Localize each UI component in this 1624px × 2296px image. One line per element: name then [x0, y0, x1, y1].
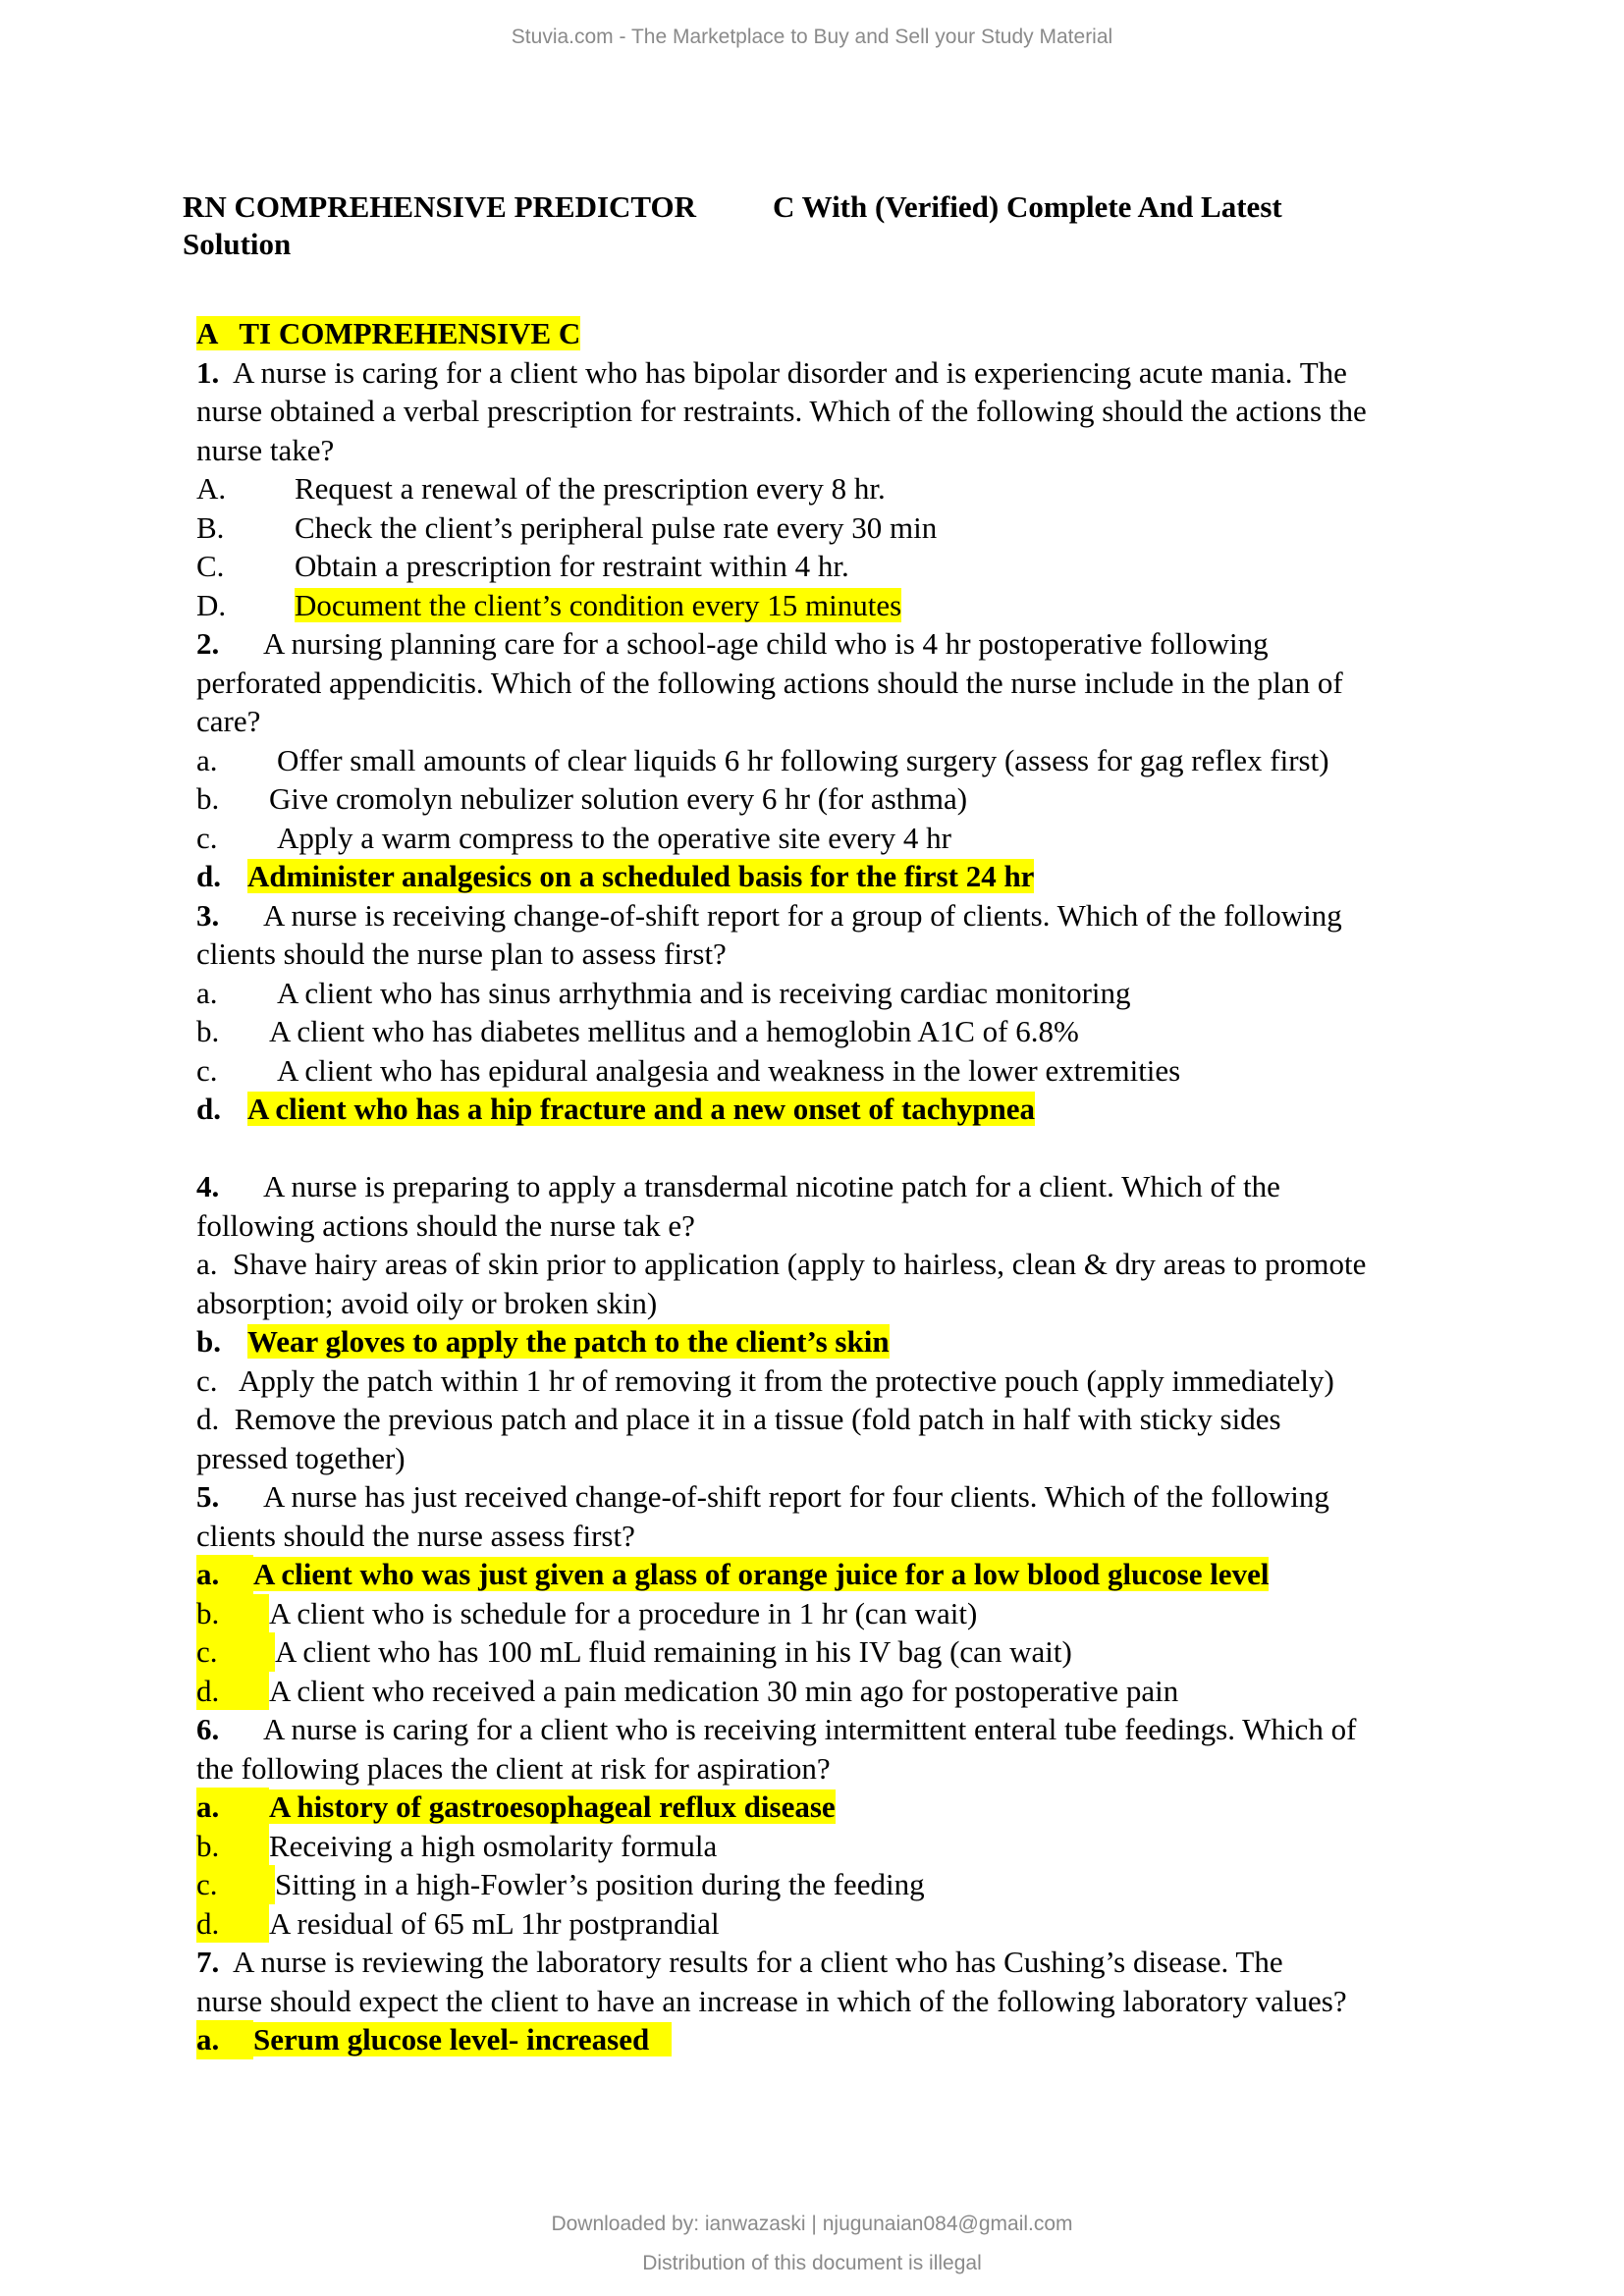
question-number: 6.: [196, 1712, 220, 1746]
option-text: A client who has diabetes mellitus and a hemoglobin A1C of 6.8%: [269, 1014, 1079, 1048]
option-text: Apply a warm compress to the operative site every 4 hr: [277, 820, 951, 855]
option-3d-answer: [196, 1090, 1473, 1129]
option-label: d.: [196, 1092, 221, 1126]
option-text: Request a renewal of the prescription every 8 hr.: [295, 471, 886, 506]
question-text-line: clients should the nurse assess first?: [196, 1518, 635, 1553]
option-2c: [196, 819, 1473, 858]
option-4d-cont: pressed together): [196, 1440, 406, 1475]
question-text: A nurse is reviewing the laboratory results for a client who has Cushing’s disease. The: [219, 1945, 1283, 1979]
question-text: A nurse has just received change-of-shift report for four clients. Which of the following: [219, 1479, 1329, 1514]
option-text: Obtain a prescription for restraint within 4 hr.: [295, 549, 849, 583]
option-1d-answer: [196, 586, 1473, 625]
option-4a: a. Shave hairy areas of skin prior to application (apply to hairless, clean & dry areas to promote: [196, 1247, 1367, 1281]
question-1: [196, 353, 1473, 393]
option-label: a.: [196, 1788, 269, 1827]
option-text-highlighted: Wear gloves to apply the patch to the client’s skin: [247, 1324, 890, 1359]
option-label: d.: [196, 1904, 269, 1944]
option-6c: [196, 1865, 1473, 1904]
option-5d: [196, 1672, 1473, 1711]
question-number: 1.: [196, 354, 220, 390]
question-text-line: nurse take?: [196, 432, 335, 467]
option-5b: [196, 1594, 1473, 1633]
option-text: A client who received a pain medication 30 min ago for postoperative pain: [269, 1673, 1179, 1708]
option-1c: [196, 547, 1473, 586]
title-part-3: Solution: [183, 227, 292, 261]
question-text: A nurse is receiving change-of-shift report for a group of clients. Which of the following: [219, 897, 1342, 933]
option-1b: [196, 508, 1473, 548]
option-label: c.: [196, 1632, 275, 1672]
option-text: A client who has 100 mL fluid remaining in his IV bag (can wait): [275, 1634, 1072, 1669]
question-text: A nurse is caring for a client who has bipolar disorder and is experiencing acute mania. The: [219, 354, 1347, 390]
question-text-line: nurse obtained a verbal prescription for restraints. Which of the following should the actions the: [196, 394, 1367, 428]
option-label: D.: [196, 587, 227, 622]
question-3: [196, 896, 1473, 935]
option-label: c.: [196, 820, 218, 855]
section-heading: A TI COMPREHENSIVE C: [196, 316, 581, 350]
option-text: Sitting in a high-Fowler’s position during the feeding: [275, 1867, 925, 1901]
footer-downloaded-by: Downloaded by: ianwazaski | njugunaian084@gmail.com: [551, 2213, 1073, 2235]
option-6b: [196, 1827, 1473, 1866]
question-number: 2.: [196, 626, 220, 661]
question-5: [196, 1477, 1473, 1517]
option-6a-answer: [196, 1788, 1473, 1827]
option-label: c.: [196, 1052, 218, 1088]
question-number: 7.: [196, 1945, 220, 1979]
option-label: a.: [196, 1555, 253, 1594]
title-part-2: C With (Verified) Complete And Latest: [773, 189, 1282, 224]
option-label: a.: [196, 2020, 253, 2059]
question-number: 5.: [196, 1479, 220, 1514]
option-label: a.: [196, 742, 218, 777]
option-text: A client who has epidural analgesia and weakness in the lower extremities: [277, 1052, 1181, 1088]
option-text: A client who has sinus arrhythmia and is receiving cardiac monitoring: [277, 975, 1131, 1010]
option-text-highlighted: Administer analgesics on a scheduled basis for the first 24 hr: [247, 859, 1035, 893]
question-number: 3.: [196, 897, 220, 933]
option-text-highlighted: A history of gastroesophageal reflux disease: [269, 1789, 836, 1824]
option-label: d.: [196, 859, 221, 893]
question-text-line: care?: [196, 704, 261, 738]
option-label: B.: [196, 509, 225, 545]
title-part-1: RN COMPREHENSIVE PREDICTOR: [183, 189, 697, 224]
option-2b: [196, 779, 1473, 819]
option-6d: [196, 1904, 1473, 1944]
option-label: A.: [196, 471, 227, 506]
option-text: Check the client’s peripheral pulse rate every 30 min: [295, 509, 938, 545]
document-title: [183, 188, 1459, 263]
option-2d-answer: [196, 857, 1473, 896]
document-body: [196, 314, 1473, 2059]
question-text-line: following actions should the nurse tak e?: [196, 1207, 695, 1243]
question-text-line: nurse should expect the client to have an increase in which of the following laboratory values?: [196, 1983, 1347, 2018]
question-text-line: clients should the nurse plan to assess first?: [196, 936, 727, 971]
option-text: A residual of 65 mL 1hr postprandial: [269, 1905, 720, 1941]
option-label: a.: [196, 975, 218, 1010]
option-text-highlighted: Document the client’s condition every 15 minutes: [295, 587, 902, 622]
question-text: A nurse is preparing to apply a transdermal nicotine patch for a client. Which of the: [219, 1169, 1280, 1203]
option-text: Receiving a high osmolarity formula: [269, 1828, 718, 1863]
option-2a: [196, 741, 1473, 780]
option-7a-answer: [196, 2020, 1473, 2059]
question-text-line: perforated appendicitis. Which of the following actions should the nurse include in the plan of: [196, 665, 1343, 700]
question-text: A nursing planning care for a school-age child who is 4 hr postoperative following: [219, 626, 1269, 661]
question-text: A nurse is caring for a client who is receiving intermittent enteral tube feedings. Which of: [219, 1712, 1357, 1746]
option-3c: [196, 1051, 1473, 1091]
option-label: b.: [196, 1594, 269, 1633]
question-text-line: the following places the client at risk for aspiration?: [196, 1750, 831, 1786]
footer-distribution-notice: Distribution of this document is illegal: [642, 2252, 982, 2274]
option-text: Give cromolyn nebulizer solution every 6 hr (for asthma): [269, 781, 968, 816]
option-3b: [196, 1012, 1473, 1051]
option-text: A client who is schedule for a procedure in 1 hr (can wait): [269, 1595, 978, 1630]
option-label: C.: [196, 549, 225, 583]
option-label: d.: [196, 1672, 269, 1711]
question-2: [196, 624, 1473, 664]
option-4c: c. Apply the patch within 1 hr of removing it from the protective pouch (apply immediately): [196, 1362, 1334, 1398]
option-5a-answer: [196, 1555, 1473, 1594]
option-4b-answer: [196, 1322, 1473, 1362]
option-5c: [196, 1632, 1473, 1672]
option-text-highlighted: Serum glucose level- increased: [253, 2022, 673, 2056]
option-label: b.: [196, 1827, 269, 1866]
option-3a: [196, 974, 1473, 1013]
option-label: b.: [196, 1324, 221, 1359]
option-text-highlighted: A client who has a hip fracture and a new onset of tachypnea: [247, 1092, 1036, 1126]
question-number: 4.: [196, 1169, 220, 1203]
option-text: Offer small amounts of clear liquids 6 hr following surgery (assess for gag reflex first): [277, 742, 1329, 777]
option-1a: [196, 469, 1473, 508]
option-text-highlighted: A client who was just given a glass of orange juice for a low blood glucose level: [253, 1557, 1270, 1591]
option-label: b.: [196, 1014, 220, 1048]
question-4: [196, 1167, 1473, 1206]
option-label: b.: [196, 781, 220, 816]
stuvia-watermark: Stuvia.com - The Marketplace to Buy and Sell your Study Material: [511, 26, 1113, 48]
option-4d: d. Remove the previous patch and place it in a tissue (fold patch in half with sticky sides: [196, 1402, 1281, 1436]
question-6: [196, 1710, 1473, 1749]
question-7: [196, 1943, 1473, 1982]
option-label: c.: [196, 1865, 275, 1904]
option-4a-cont: absorption; avoid oily or broken skin): [196, 1285, 658, 1320]
